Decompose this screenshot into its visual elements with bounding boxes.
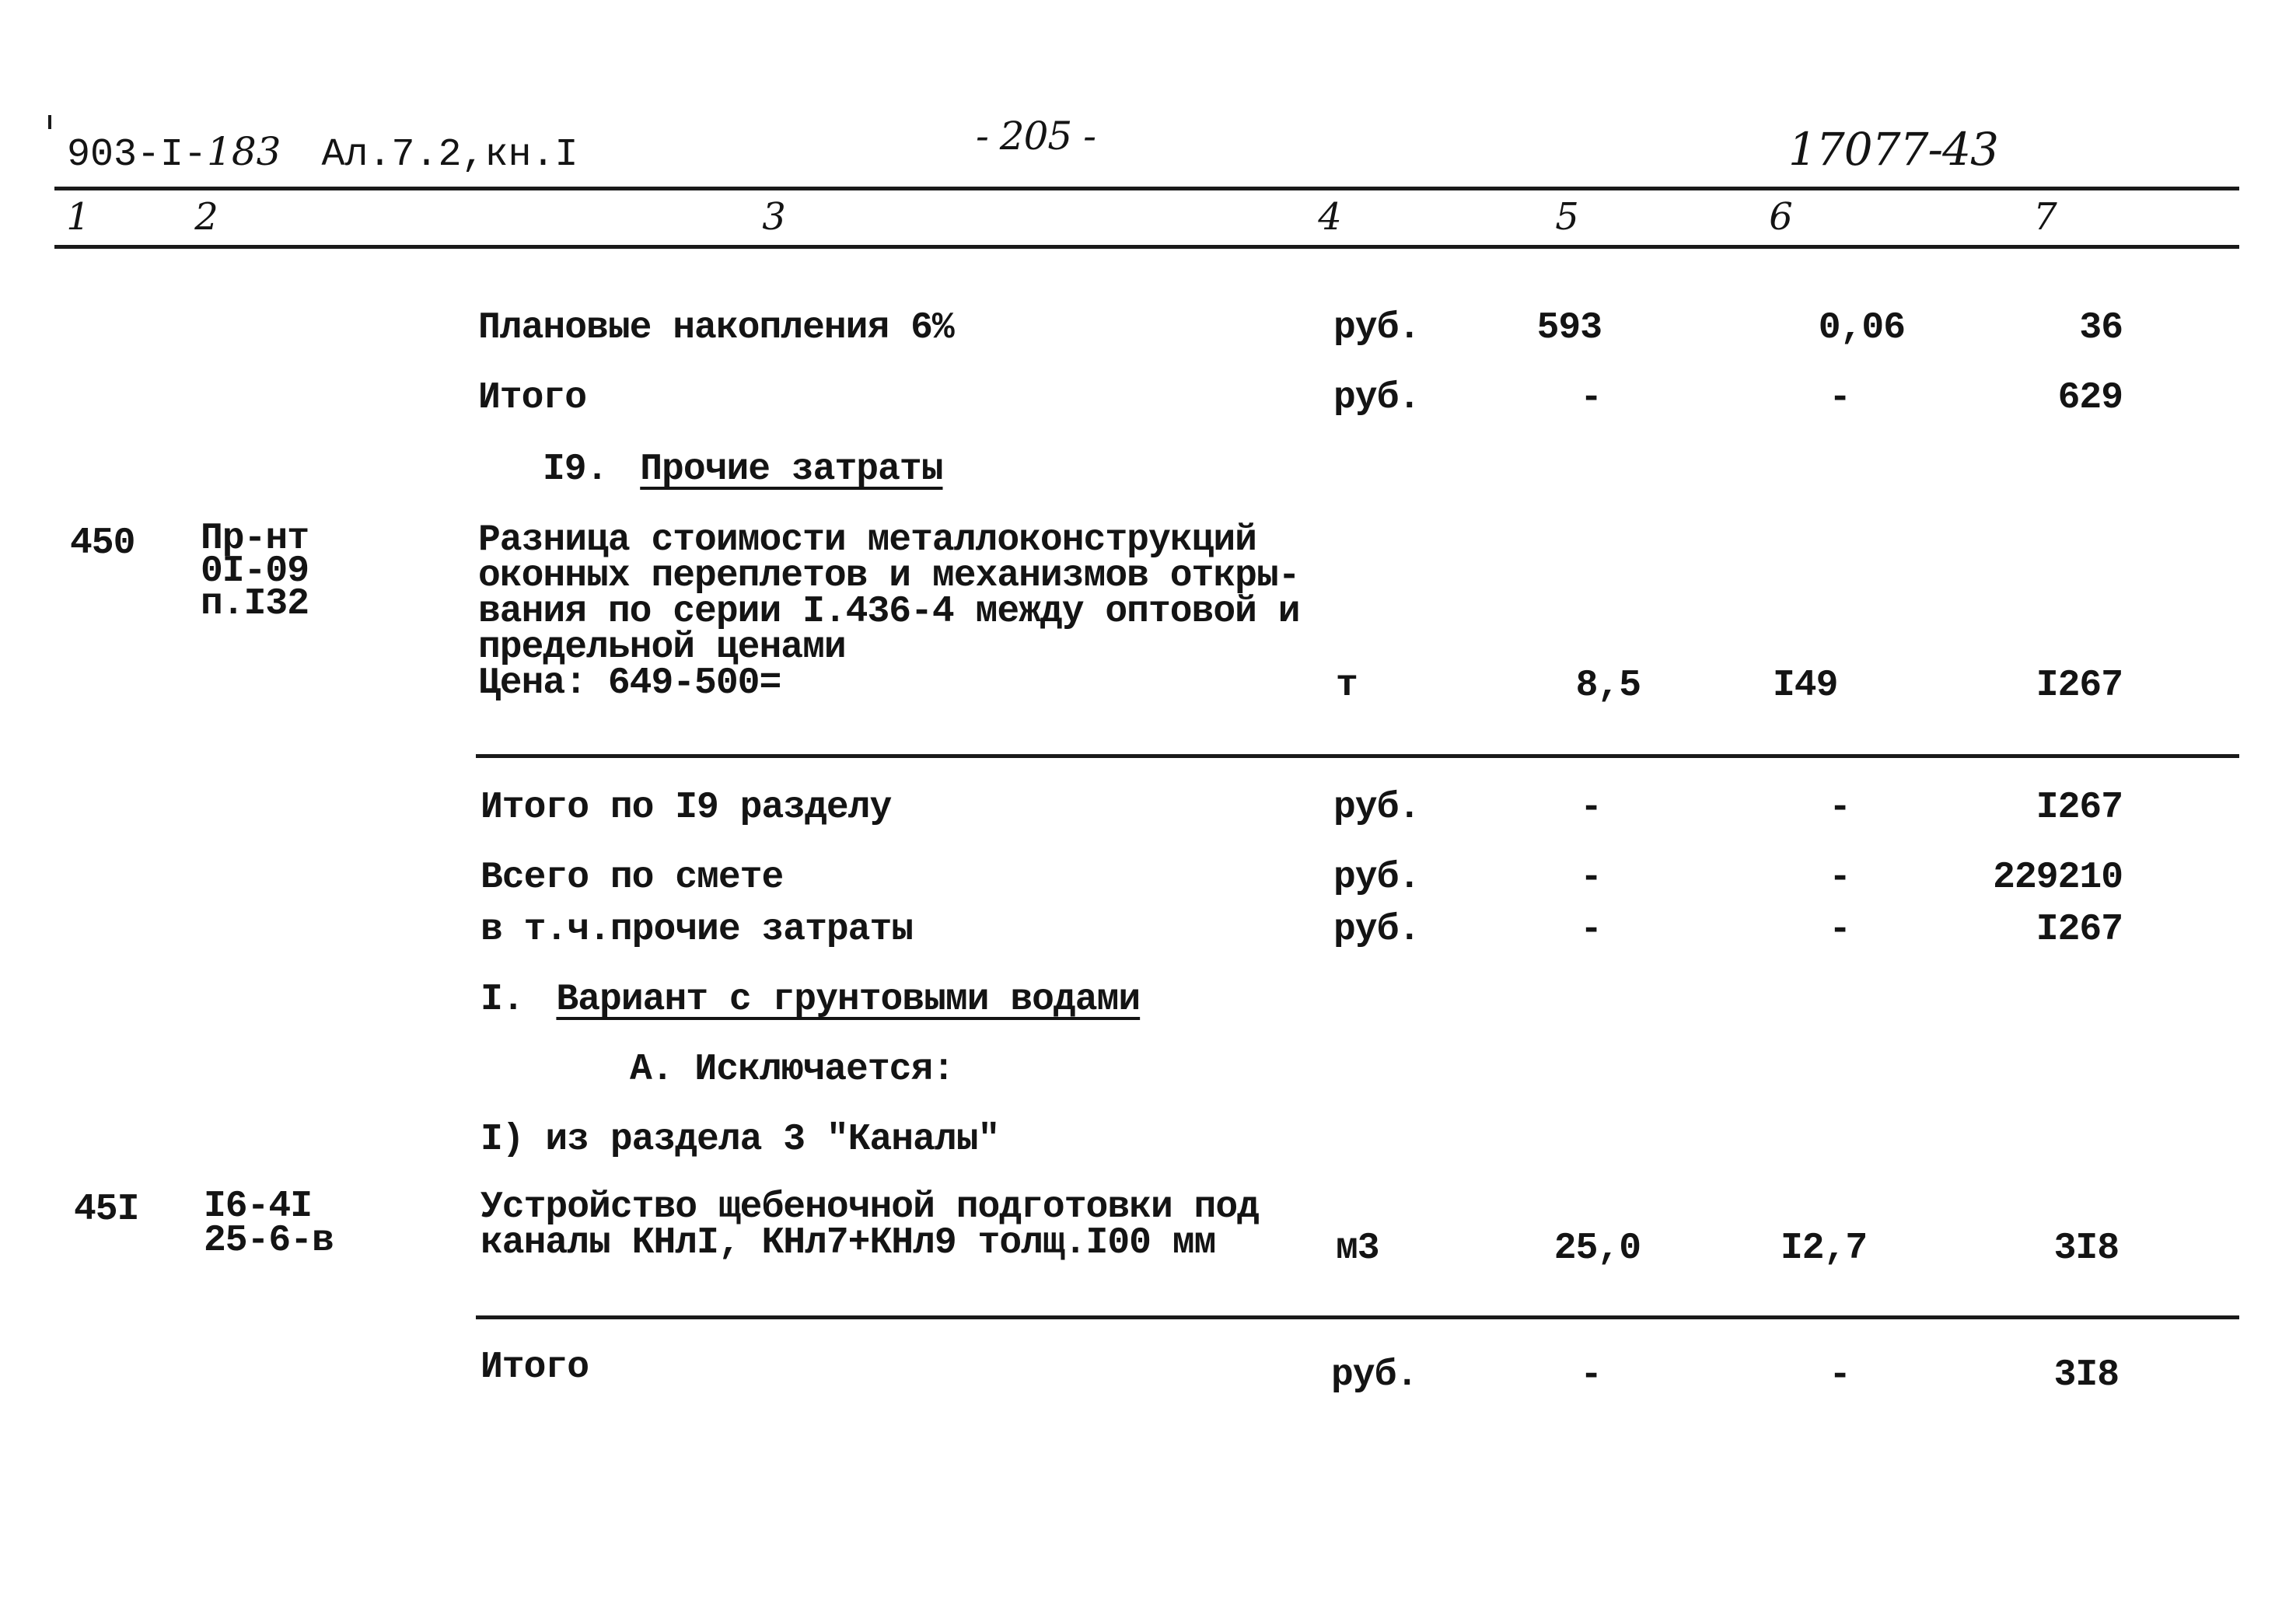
section-heading bbox=[543, 449, 943, 491]
doc-code-handwritten: 183 bbox=[207, 129, 281, 174]
corner-mark bbox=[48, 115, 51, 129]
code-line: п.I32 bbox=[201, 583, 309, 625]
row-quantity: 593 bbox=[1536, 307, 1602, 349]
desc-line: вания по серии I.436-4 между оптовой и bbox=[478, 591, 1300, 633]
code-line: I6-4I bbox=[204, 1186, 313, 1228]
col-2: 2 bbox=[194, 195, 218, 239]
row-description: Итого bbox=[478, 377, 587, 419]
row-quantity: - bbox=[1580, 909, 1602, 951]
item-number: 450 bbox=[70, 522, 135, 564]
code-line: Пр-нт bbox=[201, 518, 309, 560]
row-quantity: - bbox=[1580, 1354, 1602, 1396]
row-price: - bbox=[1829, 857, 1850, 899]
desc-line: оконных переплетов и механизмов откры- bbox=[478, 555, 1300, 597]
row-total: I267 bbox=[2036, 909, 2123, 951]
row-quantity: - bbox=[1580, 377, 1602, 419]
desc-line: предельной ценами bbox=[478, 627, 846, 669]
doc-code-suffix: Ал.7.2,кн.I bbox=[321, 133, 578, 177]
row-price: 0,06 bbox=[1818, 307, 1905, 349]
archive-number: 17077-43 bbox=[1788, 123, 1998, 176]
row-price: - bbox=[1829, 1354, 1850, 1396]
item-description bbox=[478, 519, 1300, 704]
page-number: - 205 - bbox=[976, 114, 1096, 159]
row-price: - bbox=[1829, 787, 1850, 829]
row-total: 229210 bbox=[1993, 857, 2123, 899]
row-price: I49 bbox=[1773, 665, 1838, 707]
row-total: I267 bbox=[2036, 787, 2123, 829]
section-divider bbox=[476, 1315, 2239, 1319]
row-quantity: 8,5 bbox=[1575, 665, 1641, 707]
row-price: - bbox=[1829, 909, 1850, 951]
doc-code bbox=[67, 129, 578, 177]
row-quantity: - bbox=[1580, 787, 1602, 829]
desc-line: Разница стоимости металлоконструкций bbox=[478, 519, 1256, 561]
item-code bbox=[201, 518, 309, 625]
col-5: 5 bbox=[1555, 195, 1578, 239]
desc-line: Цена: 649-500= bbox=[478, 662, 781, 704]
code-line: 0I-09 bbox=[201, 550, 309, 592]
row-total: 629 bbox=[2057, 377, 2123, 419]
excluded-label: А. Исключается: bbox=[630, 1049, 955, 1091]
row-description: Плановые накопления 6% bbox=[478, 307, 954, 349]
row-unit: м3 bbox=[1336, 1228, 1379, 1270]
row-description: Всего по смете bbox=[481, 857, 784, 899]
row-unit: руб. bbox=[1333, 307, 1421, 349]
col-3: 3 bbox=[762, 195, 785, 239]
section-title: Прочие затраты bbox=[640, 449, 943, 491]
header-top-rule bbox=[54, 187, 2239, 190]
item-description bbox=[481, 1186, 1259, 1264]
from-section-label: I) из раздела 3 "Каналы" bbox=[481, 1119, 1000, 1161]
row-total: 36 bbox=[2079, 307, 2123, 349]
doc-code-prefix: 903-I- bbox=[67, 133, 208, 177]
header-bottom-rule bbox=[54, 245, 2239, 249]
row-unit: руб. bbox=[1333, 857, 1421, 899]
row-unit: т bbox=[1336, 665, 1358, 707]
row-unit: руб. bbox=[1331, 1354, 1418, 1396]
item-number: 45I bbox=[74, 1189, 139, 1231]
row-total: I267 bbox=[2036, 665, 2123, 707]
col-4: 4 bbox=[1318, 195, 1341, 239]
row-total: 3I8 bbox=[2053, 1228, 2119, 1270]
row-description: в т.ч.прочие затраты bbox=[481, 909, 914, 951]
row-unit: руб. bbox=[1333, 377, 1421, 419]
section-divider bbox=[476, 754, 2239, 758]
variant-title: Вариант с грунтовыми водами bbox=[556, 979, 1141, 1021]
row-description: Итого bbox=[481, 1347, 589, 1389]
row-quantity: - bbox=[1580, 857, 1602, 899]
desc-line: каналы КНлI, КНл7+КНл9 толщ.I00 мм bbox=[481, 1222, 1216, 1264]
col-6: 6 bbox=[1769, 195, 1792, 239]
col-7: 7 bbox=[2033, 195, 2057, 239]
row-description: Итого по I9 разделу bbox=[481, 787, 892, 829]
row-total: 3I8 bbox=[2053, 1354, 2119, 1396]
row-price: - bbox=[1829, 377, 1850, 419]
code-line: 25-6-в bbox=[204, 1220, 334, 1262]
row-unit: руб. bbox=[1333, 787, 1421, 829]
desc-line: Устройство щебеночной подготовки под bbox=[481, 1186, 1259, 1228]
col-1: 1 bbox=[66, 195, 89, 239]
row-quantity: 25,0 bbox=[1553, 1228, 1641, 1270]
row-price: I2,7 bbox=[1781, 1228, 1868, 1270]
section-number: I9. bbox=[543, 449, 608, 491]
item-code bbox=[204, 1186, 334, 1262]
variant-heading bbox=[481, 979, 1141, 1021]
variant-number: I. bbox=[481, 979, 524, 1021]
row-unit: руб. bbox=[1333, 909, 1421, 951]
